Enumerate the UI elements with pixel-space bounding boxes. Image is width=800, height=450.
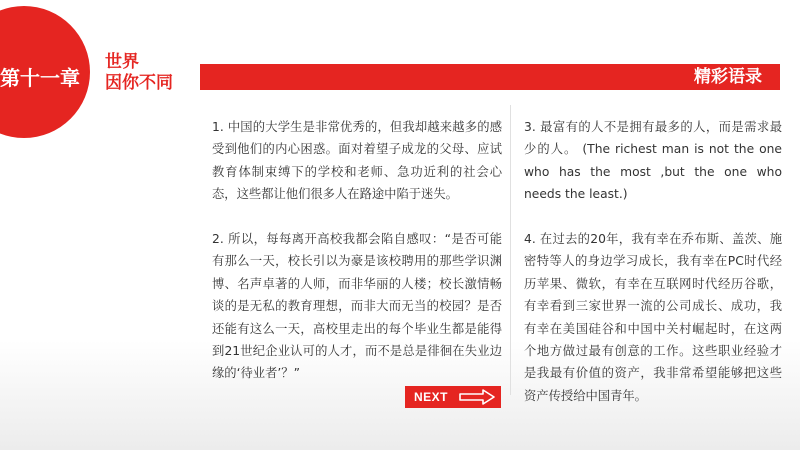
page-title-line-1: 世界 xyxy=(105,52,139,72)
quote-3: 3. 最富有的人不是拥有最多的人，而是需求最少的人。 (The richest man is not the one who has the most ,but the one who needs the least.) xyxy=(524,120,782,202)
chapter-label: 第十一章 xyxy=(0,66,80,90)
banner-title: 精彩语录 xyxy=(694,67,762,87)
arrow-right-icon xyxy=(459,389,495,405)
section-banner xyxy=(200,64,780,90)
quote-4: 4. 在过去的20年，我有幸在乔布斯、盖茨、施密特等人的身边学习成长，我有幸在PC时代经历苹果、微软，有幸在互联网时代经历谷歌，有幸看到三家世界一流的公司成长、成功，我有幸在美国硅谷和中国中关村崛起时，在这两个地方做过最有创意的工作。这些职业经验才是我最有价值的资产，我非常希望能够把这些资产传授给中国青年。 xyxy=(524,232,782,403)
page-title xyxy=(105,52,173,94)
next-button[interactable] xyxy=(405,386,501,408)
page-title-line-2: 因你不同 xyxy=(105,73,173,93)
quote-2: 2. 所以，每每离开高校我都会陷自感叹：“是否可能有那么一天，校长引以为豪是该校聘用的那些学识渊博、名声卓著的人师，而非华丽的人楼；校长激情畅谈的是无私的教育理想，而非大而无当的校园？是否还能有这么一天，高校里走出的每个毕业生都是能得到21世纪企业认可的人才，而不是总是徘徊在失业边缘的‘待业者’？” xyxy=(212,232,502,381)
column-divider xyxy=(510,105,511,395)
quote-1: 1. 中国的大学生是非常优秀的，但我却越来越多的感受到他们的内心困惑。面对着望子成龙的父母、应试教育体制束缚下的学校和老师、急功近利的社会心态，这些都让他们很多人在路途中陷于迷失。 xyxy=(212,120,502,202)
next-button-label: NEXT xyxy=(414,390,449,404)
